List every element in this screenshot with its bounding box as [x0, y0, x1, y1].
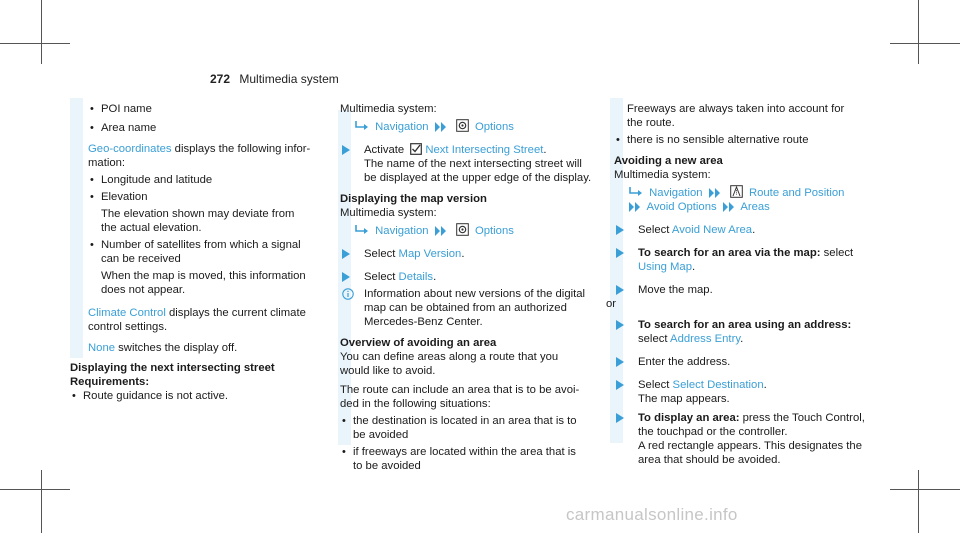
checkbox-icon	[410, 143, 422, 155]
paragraph: The route can include an area that is to be avoi-	[340, 384, 580, 396]
column-1-lower	[70, 361, 320, 403]
paragraph: would like to avoid.	[340, 365, 436, 377]
step: To display an area: press the Touch Control,	[614, 411, 884, 425]
double-chevron-icon	[435, 122, 447, 132]
route-and-position-link[interactable]: Route and Position	[748, 187, 845, 199]
section-heading: Requirements:	[70, 376, 150, 388]
double-chevron-icon	[435, 226, 447, 236]
step-arrow-icon	[616, 413, 624, 423]
menu-path	[340, 119, 600, 134]
list-item: • the destination is located in an area that is to	[340, 414, 600, 428]
step: To search for an area using an address:	[614, 318, 884, 332]
paragraph: to be avoided	[353, 460, 421, 472]
paragraph: the route.	[627, 117, 675, 129]
list-item: • Area name	[88, 121, 320, 135]
areas-link[interactable]: Areas	[740, 201, 770, 213]
geo-paragraph: Geo-coordinates displays the following infor-	[88, 143, 311, 155]
menu-path	[614, 200, 884, 214]
geo-coordinates-link[interactable]: Geo-coordinates	[88, 143, 172, 155]
double-chevron-icon	[629, 202, 641, 212]
step-arrow-icon	[616, 380, 624, 390]
paragraph: the touchpad or the controller.	[638, 426, 788, 438]
list-item: • if freeways are located within the area that is	[340, 445, 600, 459]
paragraph: A red rectangle appears. This designates the	[638, 440, 862, 452]
options-link[interactable]: Options	[474, 121, 514, 133]
climate-paragraph: Climate Control displays the current climate	[88, 307, 306, 319]
list-item: • Route guidance is not active.	[70, 389, 320, 403]
menu-path	[614, 185, 884, 200]
paragraph: select Address Entry.	[638, 333, 744, 345]
paragraph: control settings.	[88, 321, 168, 333]
avoid-options-link[interactable]: Avoid Options	[646, 201, 717, 213]
list-item: • Longitude and latitude	[88, 173, 320, 187]
paragraph: does not appear.	[101, 284, 186, 296]
paragraph: Multimedia system:	[340, 103, 437, 115]
step: Select Details.	[340, 270, 600, 284]
paragraph: Using Map.	[638, 261, 696, 273]
paragraph: Mercedes-Benz Center.	[364, 316, 483, 328]
step-arrow-icon	[616, 285, 624, 295]
section-heading: Avoiding a new area	[614, 155, 723, 167]
navigation-link[interactable]: Navigation	[375, 225, 429, 237]
navigation-link[interactable]: Navigation	[649, 187, 703, 199]
page-number: 272	[210, 72, 231, 86]
info-icon	[342, 288, 354, 300]
step-arrow-icon	[616, 320, 624, 330]
section-heading: Overview of avoiding an area	[340, 337, 497, 349]
column-2	[340, 102, 600, 473]
menu-path	[340, 223, 600, 238]
options-link[interactable]: Options	[474, 225, 514, 237]
paragraph: The map appears.	[638, 393, 730, 405]
using-map-link[interactable]: Using Map	[638, 261, 692, 273]
paragraph: The elevation shown may deviate from	[101, 208, 295, 220]
page-header	[210, 72, 339, 86]
paragraph: You can define areas along a route that you	[340, 351, 559, 363]
step-arrow-icon	[616, 248, 624, 258]
map-version-link[interactable]: Map Version	[398, 248, 462, 260]
select-destination-link[interactable]: Select Destination	[672, 379, 764, 391]
paragraph: ded in the following situations:	[340, 398, 491, 410]
double-chevron-icon	[709, 188, 721, 198]
paragraph: area that should be avoided.	[638, 454, 781, 466]
list-item: • there is no sensible alternative route	[614, 133, 884, 147]
details-link[interactable]: Details	[398, 271, 434, 283]
avoid-new-area-link[interactable]: Avoid New Area	[671, 224, 753, 236]
column-3	[606, 102, 884, 467]
paragraph: be avoided	[353, 429, 409, 441]
step-arrow-icon	[342, 272, 350, 282]
navigation-path-icon	[355, 225, 369, 236]
watermark: carmanualsonline.info	[566, 505, 738, 524]
paragraph: When the map is moved, this information	[101, 270, 306, 282]
step: Activate Next Intersecting Street.	[340, 143, 600, 157]
step: Select Select Destination.	[614, 378, 884, 392]
paragraph: can be received	[101, 253, 181, 265]
paragraph: The name of the next intersecting street will	[364, 158, 582, 170]
paragraph: Freeways are always taken into account for	[627, 103, 845, 115]
section-title: Multimedia system	[239, 72, 339, 86]
band-col1	[70, 98, 83, 358]
step: Select Avoid New Area.	[614, 223, 884, 237]
paragraph: the actual elevation.	[101, 222, 202, 234]
step-arrow-icon	[616, 225, 624, 235]
address-entry-link[interactable]: Address Entry	[670, 333, 741, 345]
climate-control-link[interactable]: Climate Control	[88, 307, 166, 319]
list-item: • Number of satellites from which a signal	[88, 238, 320, 252]
section-heading: Displaying the next intersecting street	[70, 362, 275, 374]
step: Select Map Version.	[340, 247, 600, 261]
none-link[interactable]: None	[88, 342, 116, 354]
navigation-path-icon	[355, 121, 369, 132]
none-paragraph: None switches the display off.	[88, 342, 238, 354]
gear-icon	[456, 119, 469, 132]
paragraph: be displayed at the upper edge of the display.	[364, 172, 592, 184]
step-arrow-icon	[616, 357, 624, 367]
list-item: • Elevation	[88, 190, 320, 204]
step: To search for an area via the map: select	[614, 246, 884, 260]
paragraph: Multimedia system:	[340, 207, 437, 219]
step: Enter the address.	[614, 355, 884, 369]
section-heading: Displaying the map version	[340, 193, 487, 205]
step-arrow-icon	[342, 249, 350, 259]
paragraph: map can be obtained from an authorized	[364, 302, 567, 314]
info-note: Information about new versions of the digital	[340, 287, 600, 301]
or-text: or	[606, 298, 617, 310]
column-1	[88, 102, 320, 355]
navigation-path-icon	[629, 187, 643, 198]
step-arrow-icon	[342, 145, 350, 155]
paragraph: Multimedia system:	[614, 169, 711, 181]
next-intersecting-street-link[interactable]: Next Intersecting Street	[425, 144, 544, 156]
navigation-link[interactable]: Navigation	[375, 121, 429, 133]
route-position-icon	[730, 185, 743, 198]
paragraph: mation:	[88, 157, 126, 169]
list-item: • POI name	[88, 102, 320, 116]
gear-icon	[456, 223, 469, 236]
step: Move the map.	[614, 283, 884, 297]
double-chevron-icon	[723, 202, 735, 212]
